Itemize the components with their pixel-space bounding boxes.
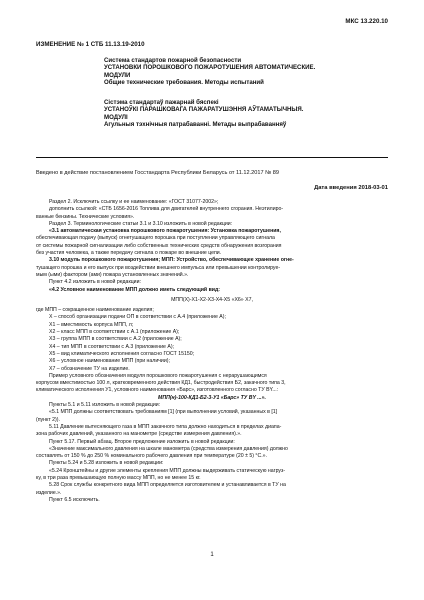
body-line: Х1 – вместимость корпуса МПП, л; (49, 321, 134, 328)
title-line: МОДУЛІ (104, 113, 128, 121)
body-line: от системы пожарной сигнализации либо собственных технических средств обнаружения возгорания (36, 242, 282, 249)
body-line: без участия человека, а также передачу сигнала о пожаре во внешние цепи. (36, 250, 222, 257)
body-line: Х7 – обозначение ТУ на изделие. (49, 365, 130, 372)
body-line: дополнить ссылкой: «СТБ 1656-2016 Топлива для двигателей внутреннего сгорания. Неэтилиро- (49, 206, 284, 213)
title-line: УСТАНОВКИ ПОРОШКОВОГО ПОЖАРОТУШЕНИЯ АВТОМАТИЧЕСКИЕ. (104, 64, 316, 72)
amendment-title: ИЗМЕНЕНИЕ № 1 СТБ 11.13.19-2010 (36, 41, 145, 48)
title-line: МОДУЛИ (104, 71, 131, 79)
body-line: Х6 – условное наименование МПП (при наличии); (49, 358, 170, 365)
body-line: Раздел 2. Исключить ссылку и ее наименование: «ГОСТ 31077-2002»; (49, 199, 219, 205)
effective-date: Дата введения 2018-03-01 (314, 185, 388, 191)
body-line: зона рабочих давлений, указанного на манометре (средстве измерения давления).». (36, 431, 242, 438)
body-line: составлять от 150 % до 250 % номинального рабочего давления при температуре (20 ± 5) °С.». (36, 453, 267, 460)
body-line: «3.1 автоматическая установка порошкового пожаротушения: Установка пожаротушения, (49, 228, 281, 235)
body-line: где МПП – сокращенное наименование изделия; (36, 307, 154, 314)
body-line: изделие.». (36, 489, 62, 496)
body-line: «5.1 МПП должны соответствовать требованиям [1] (при выполнении условий, указанных в [1] (49, 409, 278, 416)
intro-text: Введено в действие постановлением Госстандарта Республики Беларусь от 11.12.2017 № 89 (36, 170, 279, 176)
body-line: Пункты 5.24 и 5.28 изложить в новой редакции: (49, 460, 164, 467)
body-line: Пункт 4.2 изложить в новой редакции: (49, 279, 141, 286)
body-line: 5.11 Давление вытесняющего газа в МПП закачного типа должно находиться в пределах диапа- (49, 423, 282, 430)
body-line: 5.28 Срок службы конкретного вида МПП определяется изготовителем и устанавливается в ТУ на (49, 482, 286, 489)
body-line: Х5 – вид климатического исполнения согласно ГОСТ 15150; (49, 350, 195, 357)
body-line: «4.2 Условное наименование МПП должно иметь следующий вид: (49, 286, 220, 293)
title-line: Общие технические требования. Методы испытаний (104, 79, 264, 87)
body-line: ку, в три раза превышающую полную массу МПП, но не менее 15 кг. (36, 474, 201, 481)
standard-title-russian (104, 57, 394, 87)
body-line: «Значение максимального давления на шкале манометра (средства измерения давления) должно (49, 445, 288, 452)
body-line: ванные бензины. Технические условия». (36, 213, 135, 220)
title-line: Агульныя тэхнічныя патрабаванні. Метады выпрабаванняў (104, 121, 287, 129)
divider-top (36, 157, 388, 158)
standard-title-belarusian (104, 99, 394, 129)
body-line: Раздел 3. Терминологические статьи 3.1 и 3.10 изложить в новой редакции: (49, 220, 233, 227)
body-line: Пример условного обозначения модуля порошкового пожаротушения с нерарушающимся (49, 372, 267, 379)
body-line: мым (ыми) фактором (ами) пожара установленных значений.». (36, 271, 189, 278)
body-line: (пункт 2)). (36, 416, 60, 423)
body-line: Пункт 5.17. Первый абзац. Второе предложение изложить в новой редакции: (49, 438, 235, 445)
amendment-body (36, 199, 388, 504)
body-line: тушащего порошка и его выпуск при воздействии внешнего импульса или превышении контролируе- (36, 264, 281, 271)
body-line: Х2 – класс МПП в соответствии с А.1 (приложение А); (49, 329, 180, 336)
mks-code: МКС 13.220.10 (345, 18, 388, 25)
body-line: климатического исполнения У1, условного наименования «Барс», изготовленного согласно ТУ ВY...: (36, 387, 279, 394)
body-line: корпусом вместимостью 100 л, кратковременного действия КД1, быстродействия Б2, закачного типа 3, (36, 380, 286, 387)
title-line: УСТАНОЎКІ ПАРАШКОВАГА ПАЖАРАТУШЭННЯ АЎТАМАТЫЧНЫЯ. (104, 106, 304, 114)
body-line: Х3 – группа МПП в соответствии с А.2 (приложение А); (49, 336, 182, 343)
body-line: обеспечивающая подачу (выпуск) огнетушащего порошка при поступлении управляющего сигнала (36, 235, 275, 242)
body-line: 3.10 модуль порошкового пожаротушения; МПП: Устройство, обеспечивающее хранение огне- (49, 257, 294, 264)
title-line: Сістэма стандартаў пажарнай бяспекі (104, 99, 219, 106)
page-number: 1 (210, 552, 214, 558)
body-line: МПП(Х)-Х1-Х2-Х3-Х4-Х5 «Х6» Х7, (171, 296, 253, 303)
body-line: Х4 – тип МПП в соответствии с А.3 (приложение А); (49, 343, 174, 350)
title-line: Система стандартов пожарной безопасности (104, 57, 242, 64)
body-line: «5.24 Кронштейны и другие элементы крепления МПП должны выдерживать статическую нагруз- (49, 467, 286, 474)
body-line: Пункт 6.5 исключить. (49, 496, 100, 503)
body-line: Пункты 5.1 и 5.11 изложить в новой редакции: (49, 402, 161, 409)
body-line: Х – способ организации подачи ОП в соответствии с А.4 (приложение А); (49, 314, 226, 321)
body-line: МПП(н)-100-КД1-Б2-3-У1 «Барс» ТУ ВY ...». (158, 394, 266, 401)
